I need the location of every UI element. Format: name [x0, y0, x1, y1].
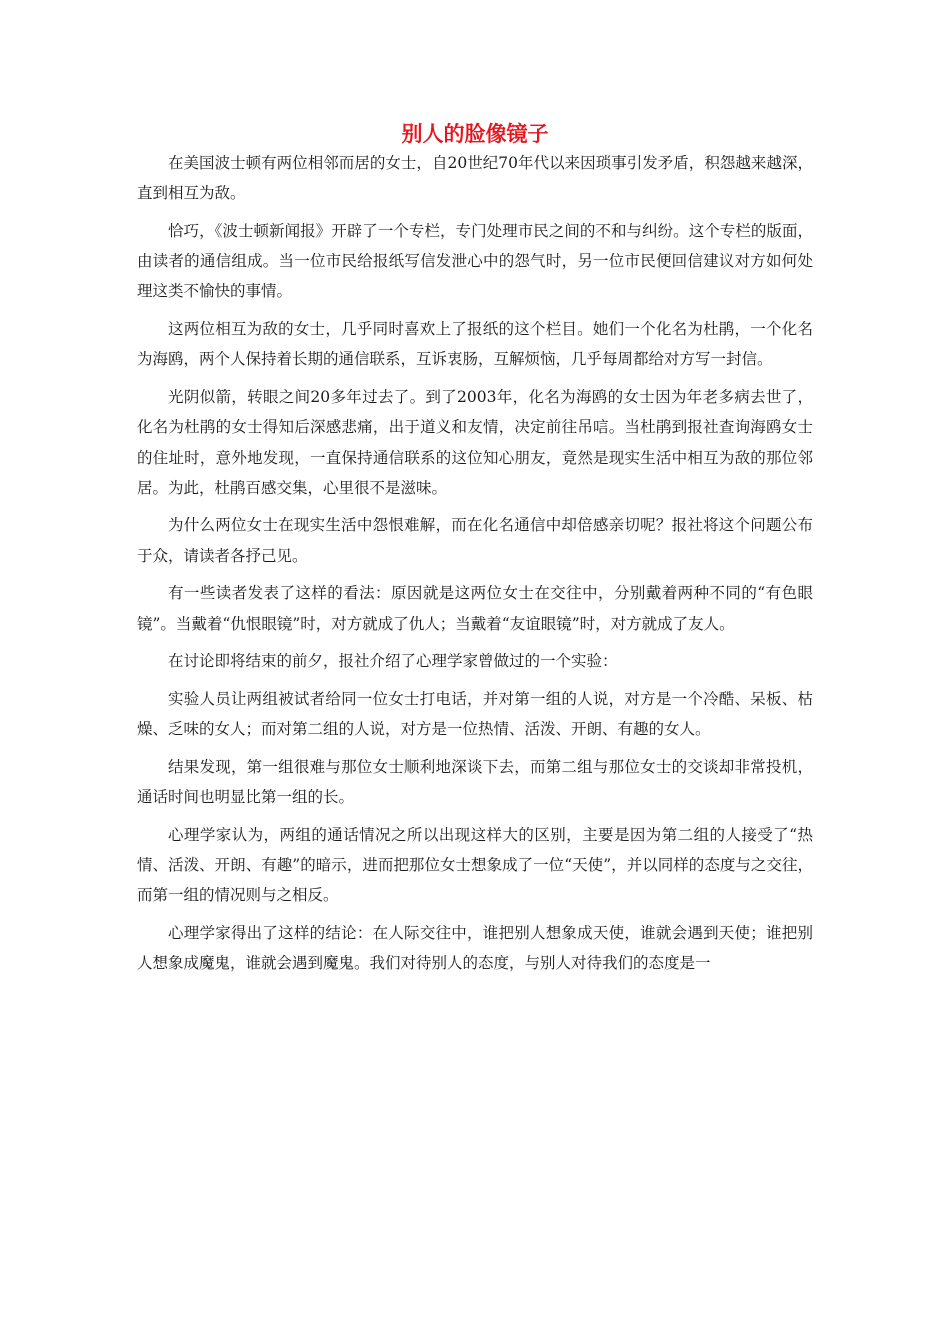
document-body [137, 148, 813, 986]
paragraph: 恰巧，《波士顿新闻报》开辟了一个专栏，专门处理市民之间的不和与纠纷。这个专栏的版面，由读者的通信组成。当一位市民给报纸写信发泄心中的怨气时，另一位市民便回信建议对方如何处理这类不愉快的事情。 [137, 221, 813, 301]
paragraph: 在讨论即将结束的前夕，报社介绍了心理学家曾做过的一个实验： [168, 652, 618, 671]
paragraph: 心理学家得出了这样的结论：在人际交往中，谁把别人想象成天使，谁就会遇到天使；谁把别人想象成魔鬼，谁就会遇到魔鬼。我们对待别人的态度，与别人对待我们的态度是一 [137, 923, 813, 973]
paragraph: 在美国波士顿有两位相邻而居的女士，自20世纪70年代以来因琐事引发矛盾，积怨越来越深，直到相互为敌。 [137, 154, 813, 203]
document-title: 别人的脸像镜子 [401, 122, 549, 146]
paragraph: 实验人员让两组被试者给同一位女士打电话，并对第一组的人说，对方是一个冷酷、呆板、枯燥、乏味的女人；而对第二组的人说，对方是一位热情、活泼、开朗、有趣的女人。 [137, 689, 813, 739]
paragraph: 心理学家认为，两组的通话情况之所以出现这样大的区别，主要是因为第二组的人接受了“热情、活泼、开朗、有趣”的暗示，进而把那位女士想象成了一位“天使”，并以同样的态度与之交往，而第一组的情况则与之相反。 [137, 825, 813, 905]
paragraph: 为什么两位女士在现实生活中怨恨难解，而在化名通信中却倍感亲切呢？报社将这个问题公布于众，请读者各抒己见。 [137, 516, 813, 565]
paragraph: 有一些读者发表了这样的看法：原因就是这两位女士在交往中，分别戴着两种不同的“有色眼镜”。当戴着“仇恨眼镜”时，对方就成了仇人；当戴着“友谊眼镜”时，对方就成了友人。 [137, 584, 813, 633]
paragraph: 结果发现，第一组很难与那位女士顺利地深谈下去，而第二组与那位女士的交谈却非常投机，通话时间也明显比第一组的长。 [137, 757, 813, 807]
paragraph: 光阴似箭，转眼之间20多年过去了。到了2003年，化名为海鸥的女士因为年老多病去世了，化名为杜鹃的女士得知后深感悲痛，出于道义和友情，决定前往吊唁。当杜鹃到报社查询海鸥女士的住址时，意外地发现，一直保持通信联系的这位知心朋友，竟然是现实生活中相互为敌的那位邻居。为此，杜鹃百感交集，心里很不是滋味。 [137, 387, 813, 497]
paragraph: 这两位相互为敌的女士，几乎同时喜欢上了报纸的这个栏目。她们一个化名为杜鹃，一个化名为海鸥，两个人保持着长期的通信联系，互诉衷肠，互解烦恼，几乎每周都给对方写一封信。 [137, 320, 813, 369]
